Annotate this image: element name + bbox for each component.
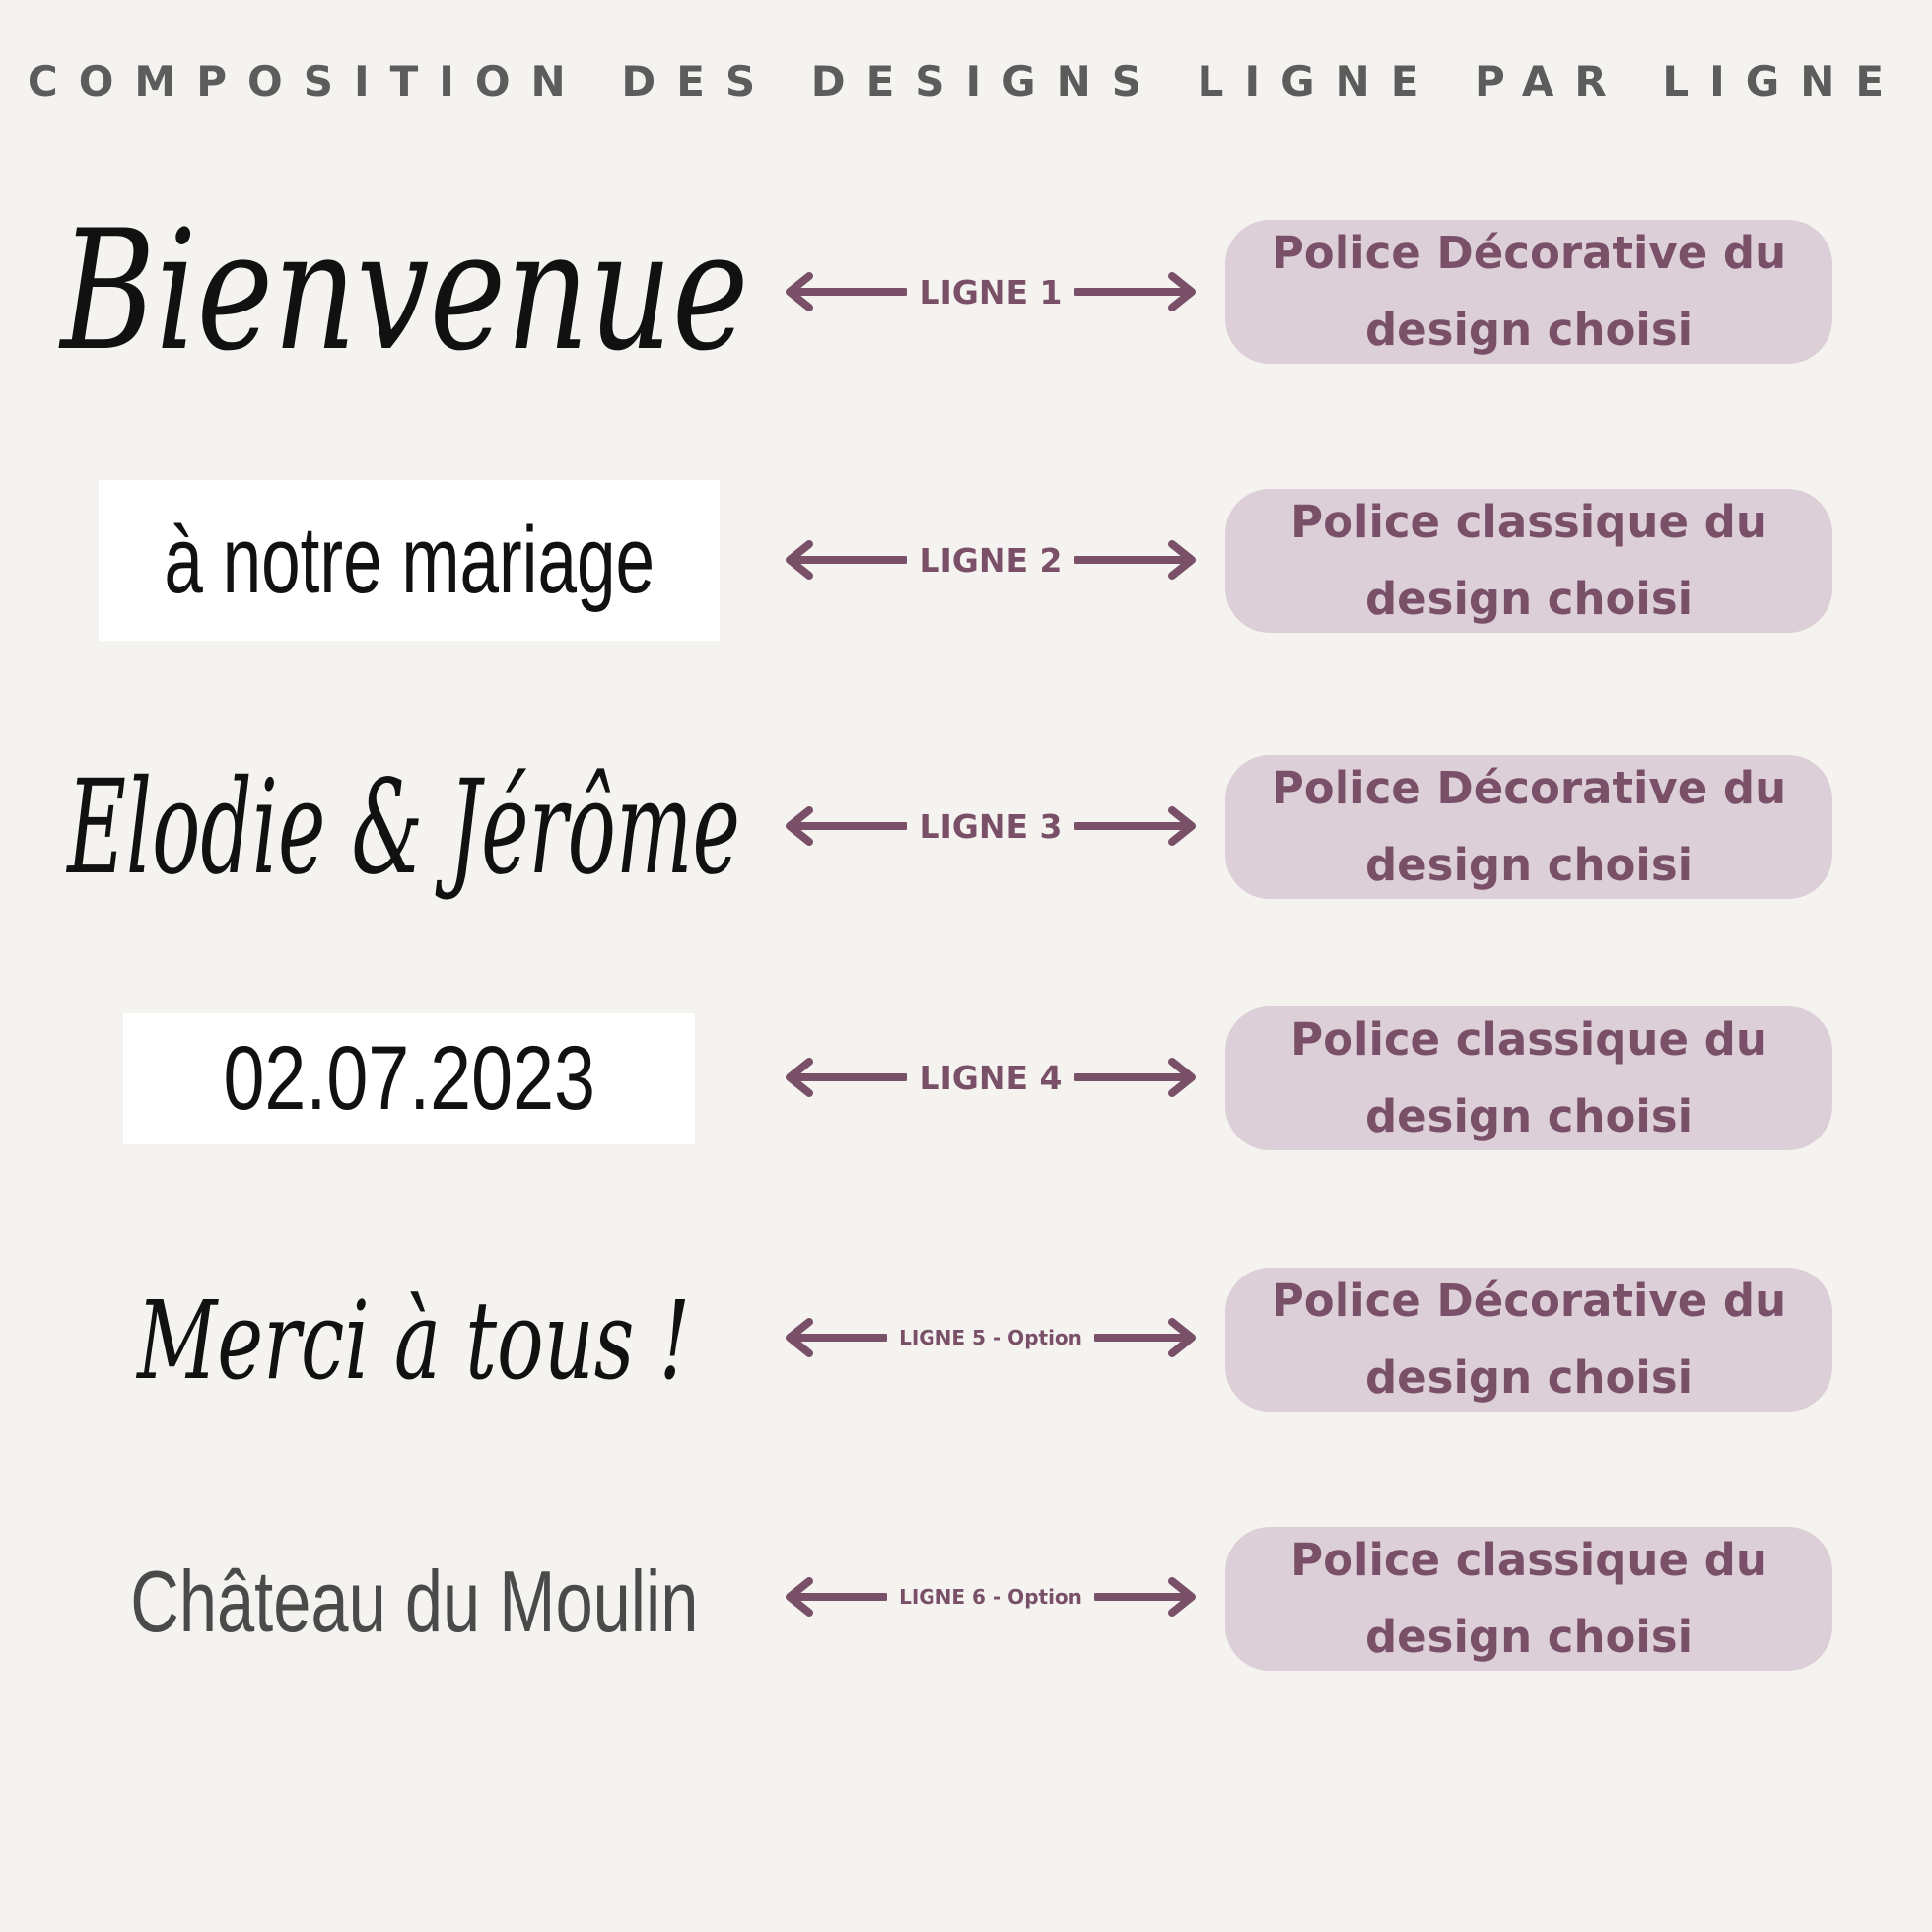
line-label-2: LIGNE 2 bbox=[919, 540, 1063, 580]
arrow-right-icon bbox=[1074, 806, 1198, 846]
line-arrow-6 bbox=[784, 1567, 1198, 1626]
arrow-right-icon bbox=[1074, 272, 1198, 311]
font-description-2: Police classique du design choisi bbox=[1225, 489, 1832, 633]
arrow-right-icon bbox=[1094, 1577, 1198, 1617]
font-description-6: Police classique du design choisi bbox=[1225, 1527, 1832, 1671]
arrow-left-icon bbox=[784, 806, 907, 846]
arrow-left-icon bbox=[784, 1058, 907, 1097]
line-arrow-2 bbox=[784, 530, 1198, 589]
line-arrow-4 bbox=[784, 1048, 1198, 1107]
arrow-right-icon bbox=[1074, 1058, 1198, 1097]
line-label-3: LIGNE 3 bbox=[919, 806, 1063, 846]
arrow-left-icon bbox=[784, 1318, 887, 1357]
sample-text-5: Merci à tous ! bbox=[137, 1277, 691, 1404]
arrow-left-icon bbox=[784, 272, 907, 311]
line-label-6: LIGNE 6 - Option bbox=[899, 1585, 1082, 1609]
sample-text-6: Château du Moulin bbox=[129, 1552, 699, 1650]
page-title: COMPOSITION DES DESIGNS LIGNE PAR LIGNE bbox=[27, 57, 1905, 105]
font-description-4: Police classique du design choisi bbox=[1225, 1006, 1832, 1150]
arrow-left-icon bbox=[784, 540, 907, 580]
line-arrow-1 bbox=[784, 262, 1198, 321]
line-arrow-3 bbox=[784, 796, 1198, 856]
sample-text-2: à notre mariage bbox=[99, 480, 720, 641]
line-label-5: LIGNE 5 - Option bbox=[899, 1326, 1082, 1349]
line-arrow-5 bbox=[784, 1308, 1198, 1367]
font-description-1: Police Décorative du design choisi bbox=[1225, 220, 1832, 364]
arrow-right-icon bbox=[1074, 540, 1198, 580]
sample-text-3: Elodie & Jérôme bbox=[67, 752, 741, 904]
sample-text-4: 02.07.2023 bbox=[123, 1013, 695, 1144]
line-label-1: LIGNE 1 bbox=[919, 272, 1063, 311]
sample-text-1: Bienvenue bbox=[59, 194, 749, 387]
arrow-right-icon bbox=[1094, 1318, 1198, 1357]
arrow-left-icon bbox=[784, 1577, 887, 1617]
font-description-5: Police Décorative du design choisi bbox=[1225, 1268, 1832, 1412]
font-description-3: Police Décorative du design choisi bbox=[1225, 755, 1832, 899]
line-label-4: LIGNE 4 bbox=[919, 1058, 1063, 1097]
